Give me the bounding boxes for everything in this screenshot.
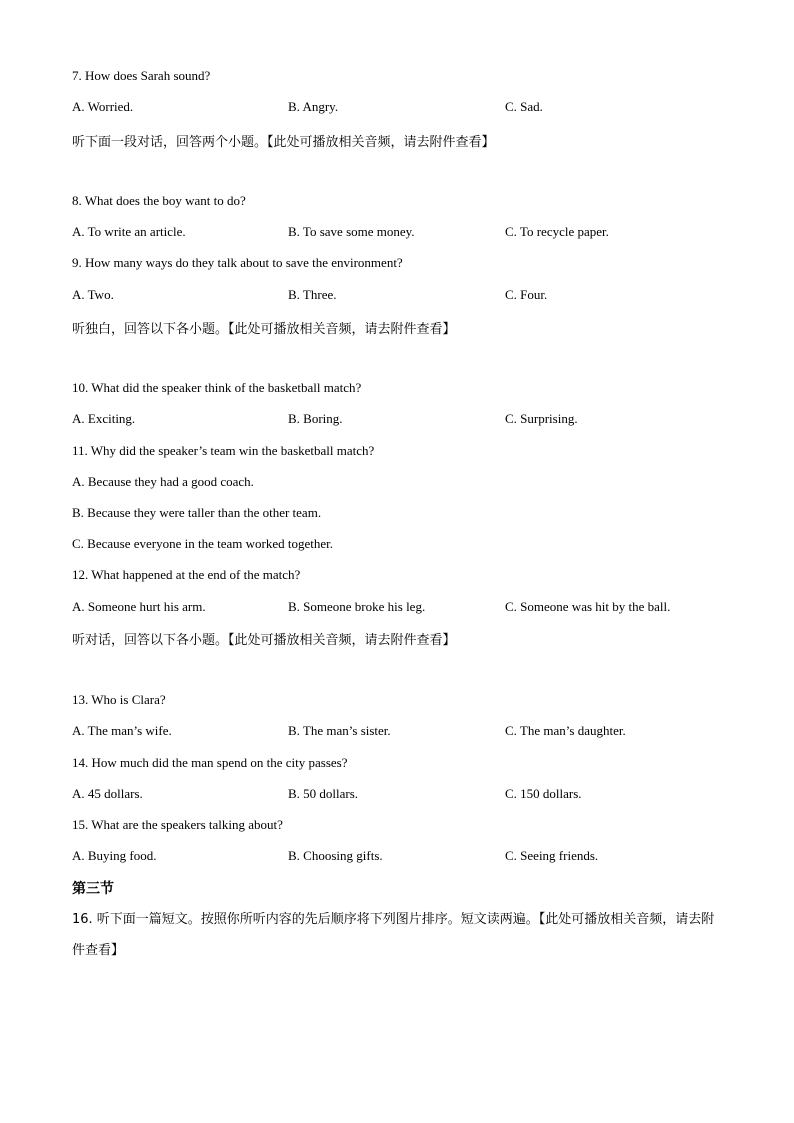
instruction-dialogue-two: 听下面一段对话，回答两个小题。【此处可播放相关音频，请去附件查看】	[72, 135, 495, 150]
instruction-dialogue: 听对话，回答以下各小题。【此处可播放相关音频，请去附件查看】	[72, 633, 456, 648]
q8-option-c: C. To recycle paper.	[505, 224, 609, 239]
q10-option-a: A. Exciting.	[72, 411, 136, 426]
q10-option-b: B. Boring.	[288, 411, 343, 426]
q9-option-b: B. Three.	[288, 287, 337, 302]
q13-option-a: A. The man’s wife.	[72, 723, 172, 738]
question-10: 10. What did the speaker think of the basketball match?	[72, 380, 362, 395]
question-16: 16. 听下面一篇短文。按照你所听内容的先后顺序将下列图片排序。短文读两遍。【此处可播放相关音频，请去附件查看】	[72, 912, 715, 958]
question-7: 7. How does Sarah sound?	[72, 68, 211, 83]
q11-option-c: C. Because everyone in the team worked together.	[72, 536, 333, 551]
question-8: 8. What does the boy want to do?	[72, 193, 246, 208]
q13-option-b: B. The man’s sister.	[288, 723, 391, 738]
q15-option-c: C. Seeing friends.	[505, 848, 599, 863]
question-13: 13. Who is Clara?	[72, 692, 166, 707]
q15-option-b: B. Choosing gifts.	[288, 848, 383, 863]
q13-option-c: C. The man’s daughter.	[505, 723, 626, 738]
question-11: 11. Why did the speaker’s team win the basketball match?	[72, 443, 375, 458]
question-14: 14. How much did the man spend on the city passes?	[72, 755, 348, 770]
q14-option-b: B. 50 dollars.	[288, 786, 359, 801]
question-15: 15. What are the speakers talking about?	[72, 817, 283, 832]
q14-option-a: A. 45 dollars.	[72, 786, 143, 801]
question-12: 12. What happened at the end of the match?	[72, 567, 301, 582]
q12-option-b: B. Someone broke his leg.	[288, 599, 426, 614]
q9-option-c: C. Four.	[505, 287, 548, 302]
q12-option-a: A. Someone hurt his arm.	[72, 599, 206, 614]
q9-option-a: A. Two.	[72, 287, 114, 302]
question-9: 9. How many ways do they talk about to save the environment?	[72, 255, 403, 270]
q11-option-a: A. Because they had a good coach.	[72, 474, 254, 489]
section-heading: 第三节	[72, 881, 114, 897]
q7-option-a: A. Worried.	[72, 99, 134, 114]
q7-option-c: C. Sad.	[505, 99, 543, 114]
q8-option-b: B. To save some money.	[288, 224, 415, 239]
q15-option-a: A. Buying food.	[72, 848, 157, 863]
q14-option-c: C. 150 dollars.	[505, 786, 582, 801]
q10-option-c: C. Surprising.	[505, 411, 578, 426]
q12-option-c: C. Someone was hit by the ball.	[505, 599, 671, 614]
q8-option-a: A. To write an article.	[72, 224, 186, 239]
q11-option-b: B. Because they were taller than the other team.	[72, 505, 322, 520]
instruction-monologue: 听独白，回答以下各小题。【此处可播放相关音频，请去附件查看】	[72, 322, 456, 337]
q7-option-b: B. Angry.	[288, 99, 339, 114]
